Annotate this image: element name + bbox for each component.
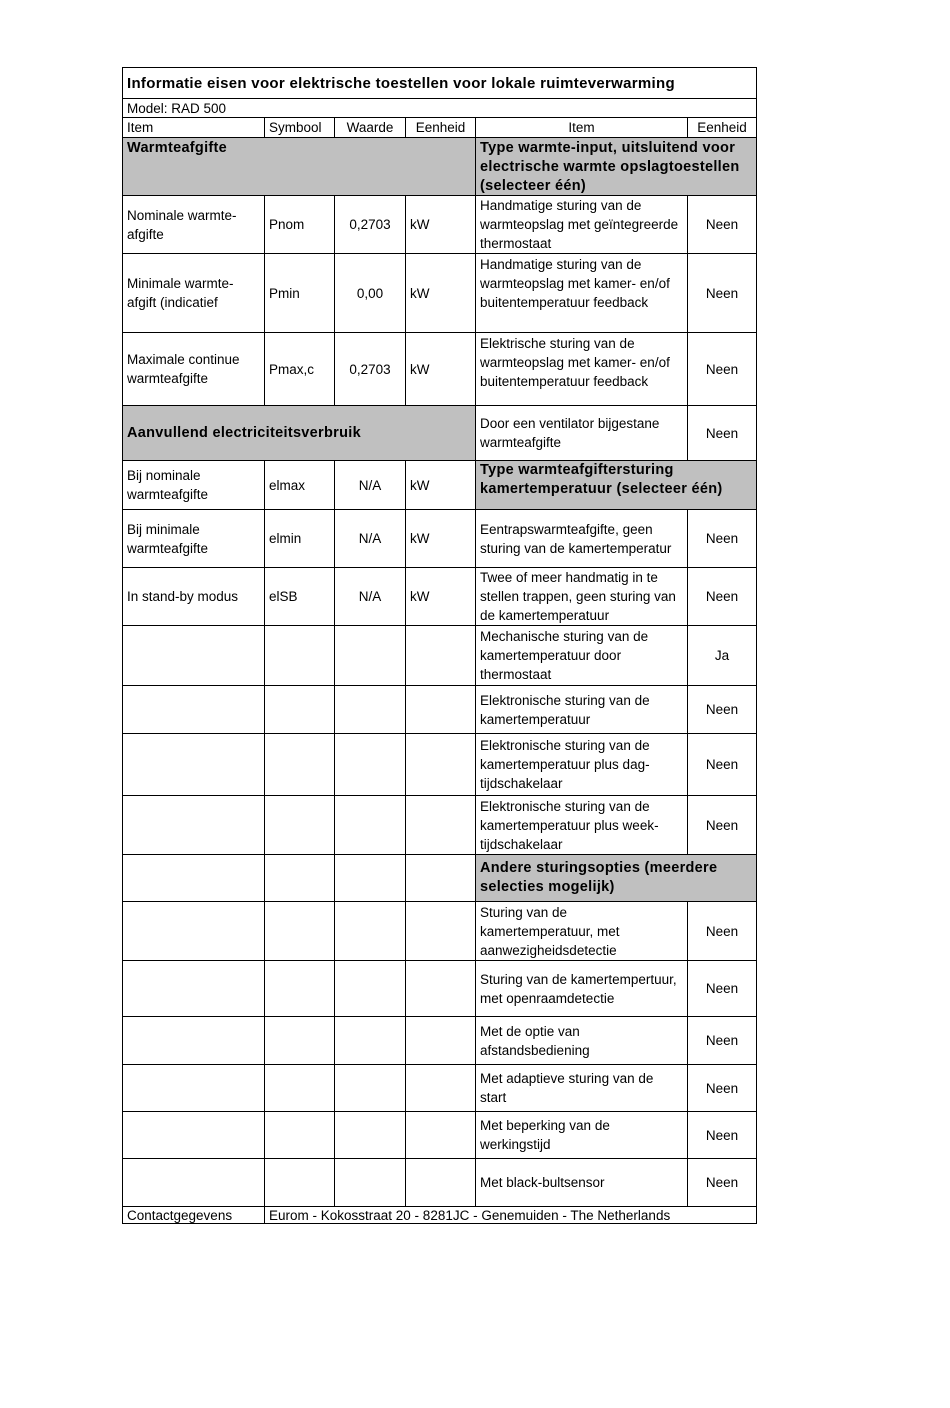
- empty-cell: [405, 1111, 475, 1158]
- right-value: Neen: [687, 253, 756, 332]
- empty-cell: [334, 1064, 405, 1111]
- header-symbool: Symbool: [264, 117, 334, 137]
- left-eenheid: kW: [405, 460, 475, 509]
- right-value: Neen: [687, 405, 756, 460]
- empty-cell: [264, 1111, 334, 1158]
- empty-cell: [123, 960, 264, 1016]
- left-eenheid: kW: [405, 567, 475, 625]
- left-item: Maximale continue warmteafgifte: [123, 332, 264, 405]
- left-symbool: elmax: [264, 460, 334, 509]
- left-eenheid: kW: [405, 195, 475, 253]
- sheet-title: Informatie eisen voor elektrische toestellen voor lokale ruimteverwarming: [127, 74, 675, 92]
- empty-cell: [123, 795, 264, 854]
- empty-cell: [405, 1016, 475, 1064]
- empty-cell: [405, 685, 475, 733]
- right-item: Sturing van de kamertemperatuur, met aanwezigheidsdetectie: [475, 901, 687, 960]
- right-item: Twee of meer handmatig in te stellen trappen, geen sturing van de kamertemperatuur: [475, 567, 687, 625]
- left-eenheid: kW: [405, 509, 475, 567]
- right-value: Neen: [687, 509, 756, 567]
- right-value: Ja: [687, 625, 756, 685]
- empty-cell: [334, 901, 405, 960]
- right-value: Neen: [687, 1111, 756, 1158]
- right-item: Handmatige sturing van de warmteopslag met geïntegreerde thermostaat: [475, 195, 687, 253]
- left-item: Bij minimale warmteafgifte: [123, 509, 264, 567]
- header-item: Item: [123, 117, 264, 137]
- empty-cell: [264, 1158, 334, 1206]
- empty-cell: [334, 625, 405, 685]
- empty-cell: [334, 1158, 405, 1206]
- empty-cell: [264, 1064, 334, 1111]
- empty-cell: [334, 960, 405, 1016]
- empty-cell: [334, 733, 405, 795]
- right-item: Met de optie van afstandsbediening: [475, 1016, 687, 1064]
- right-value: Neen: [687, 685, 756, 733]
- left-item: Minimale warmte-afgift (indicatief: [123, 253, 264, 332]
- empty-cell: [405, 795, 475, 854]
- header-waarde: Waarde: [334, 117, 405, 137]
- section-aanvullend: Aanvullend electriciteitsverbruik: [123, 405, 475, 460]
- empty-cell: [264, 854, 334, 901]
- empty-cell: [334, 1111, 405, 1158]
- header-item-right: Item: [475, 117, 687, 137]
- section-warmteafgifte: Warmteafgifte: [123, 137, 475, 195]
- empty-cell: [123, 901, 264, 960]
- empty-cell: [405, 733, 475, 795]
- empty-cell: [405, 1158, 475, 1206]
- right-value: Neen: [687, 733, 756, 795]
- right-value: Neen: [687, 567, 756, 625]
- empty-cell: [405, 901, 475, 960]
- empty-cell: [405, 854, 475, 901]
- right-value: Neen: [687, 960, 756, 1016]
- empty-cell: [123, 1064, 264, 1111]
- left-waarde: N/A: [334, 509, 405, 567]
- right-item: Met beperking van de werkingstijd: [475, 1111, 687, 1158]
- model-label: Model: RAD 500: [123, 98, 756, 117]
- empty-cell: [123, 854, 264, 901]
- empty-cell: [264, 625, 334, 685]
- left-symbool: Pnom: [264, 195, 334, 253]
- section-type-sturing: Type warmteafgiftersturing kamertemperatuur (selecteer één): [475, 460, 756, 509]
- left-waarde: 0,2703: [334, 332, 405, 405]
- left-symbool: elmin: [264, 509, 334, 567]
- right-item: Door een ventilator bijgestane warmteafgifte: [475, 405, 687, 460]
- empty-cell: [405, 1064, 475, 1111]
- right-value: Neen: [687, 1016, 756, 1064]
- left-symbool: Pmax,c: [264, 332, 334, 405]
- empty-cell: [123, 685, 264, 733]
- header-eenheid-right: Eenheid: [687, 117, 756, 137]
- right-value: Neen: [687, 1158, 756, 1206]
- empty-cell: [264, 1016, 334, 1064]
- empty-cell: [264, 901, 334, 960]
- left-eenheid: kW: [405, 332, 475, 405]
- left-symbool: Pmin: [264, 253, 334, 332]
- left-item: Nominale warmte-afgifte: [123, 195, 264, 253]
- right-item: Mechanische sturing van de kamertemperatuur door thermostaat: [475, 625, 687, 685]
- left-symbool: elSB: [264, 567, 334, 625]
- empty-cell: [264, 685, 334, 733]
- empty-cell: [334, 1016, 405, 1064]
- empty-cell: [123, 1158, 264, 1206]
- header-eenheid: Eenheid: [405, 117, 475, 137]
- left-waarde: 0,00: [334, 253, 405, 332]
- empty-cell: [264, 960, 334, 1016]
- empty-cell: [334, 854, 405, 901]
- right-item: Elektronische sturing van de kamertemperatuur plus week-tijdschakelaar: [475, 795, 687, 854]
- contact-value: Eurom - Kokosstraat 20 - 8281JC - Genemuiden - The Netherlands: [264, 1206, 756, 1223]
- left-eenheid: kW: [405, 253, 475, 332]
- right-item: Met black-bultsensor: [475, 1158, 687, 1206]
- left-item: In stand-by modus: [123, 567, 264, 625]
- empty-cell: [123, 1016, 264, 1064]
- section-type-input: Type warmte-input, uitsluitend voor electrische warmte opslagtoestellen (selecteer één): [475, 137, 756, 195]
- left-waarde: N/A: [334, 460, 405, 509]
- right-value: Neen: [687, 195, 756, 253]
- empty-cell: [264, 733, 334, 795]
- empty-cell: [334, 685, 405, 733]
- empty-cell: [123, 625, 264, 685]
- right-item: Handmatige sturing van de warmteopslag met kamer- en/of buitentemperatuur feedback: [475, 253, 687, 332]
- right-value: Neen: [687, 1064, 756, 1111]
- left-waarde: N/A: [334, 567, 405, 625]
- left-waarde: 0,2703: [334, 195, 405, 253]
- empty-cell: [405, 960, 475, 1016]
- right-item: Met adaptieve sturing van de start: [475, 1064, 687, 1111]
- contact-label: Contactgegevens: [123, 1206, 264, 1223]
- empty-cell: [264, 795, 334, 854]
- empty-cell: [405, 625, 475, 685]
- empty-cell: [123, 733, 264, 795]
- right-item: Eentrapswarmteafgifte, geen sturing van de kamertemperatur: [475, 509, 687, 567]
- right-item: Elektronische sturing van de kamertemperatuur: [475, 685, 687, 733]
- right-value: Neen: [687, 332, 756, 405]
- right-value: Neen: [687, 795, 756, 854]
- right-item: Sturing van de kamertempertuur, met openraamdetectie: [475, 960, 687, 1016]
- empty-cell: [123, 1111, 264, 1158]
- right-item: Elektrische sturing van de warmteopslag met kamer- en/of buitentemperatuur feedback: [475, 332, 687, 405]
- left-item: Bij nominale warmteafgifte: [123, 460, 264, 509]
- right-item: Elektronische sturing van de kamertemperatuur plus dag-tijdschakelaar: [475, 733, 687, 795]
- empty-cell: [334, 795, 405, 854]
- information-sheet: [122, 67, 757, 1224]
- right-value: Neen: [687, 901, 756, 960]
- section-andere: Andere sturingsopties (meerdere selecties mogelijk): [475, 854, 756, 901]
